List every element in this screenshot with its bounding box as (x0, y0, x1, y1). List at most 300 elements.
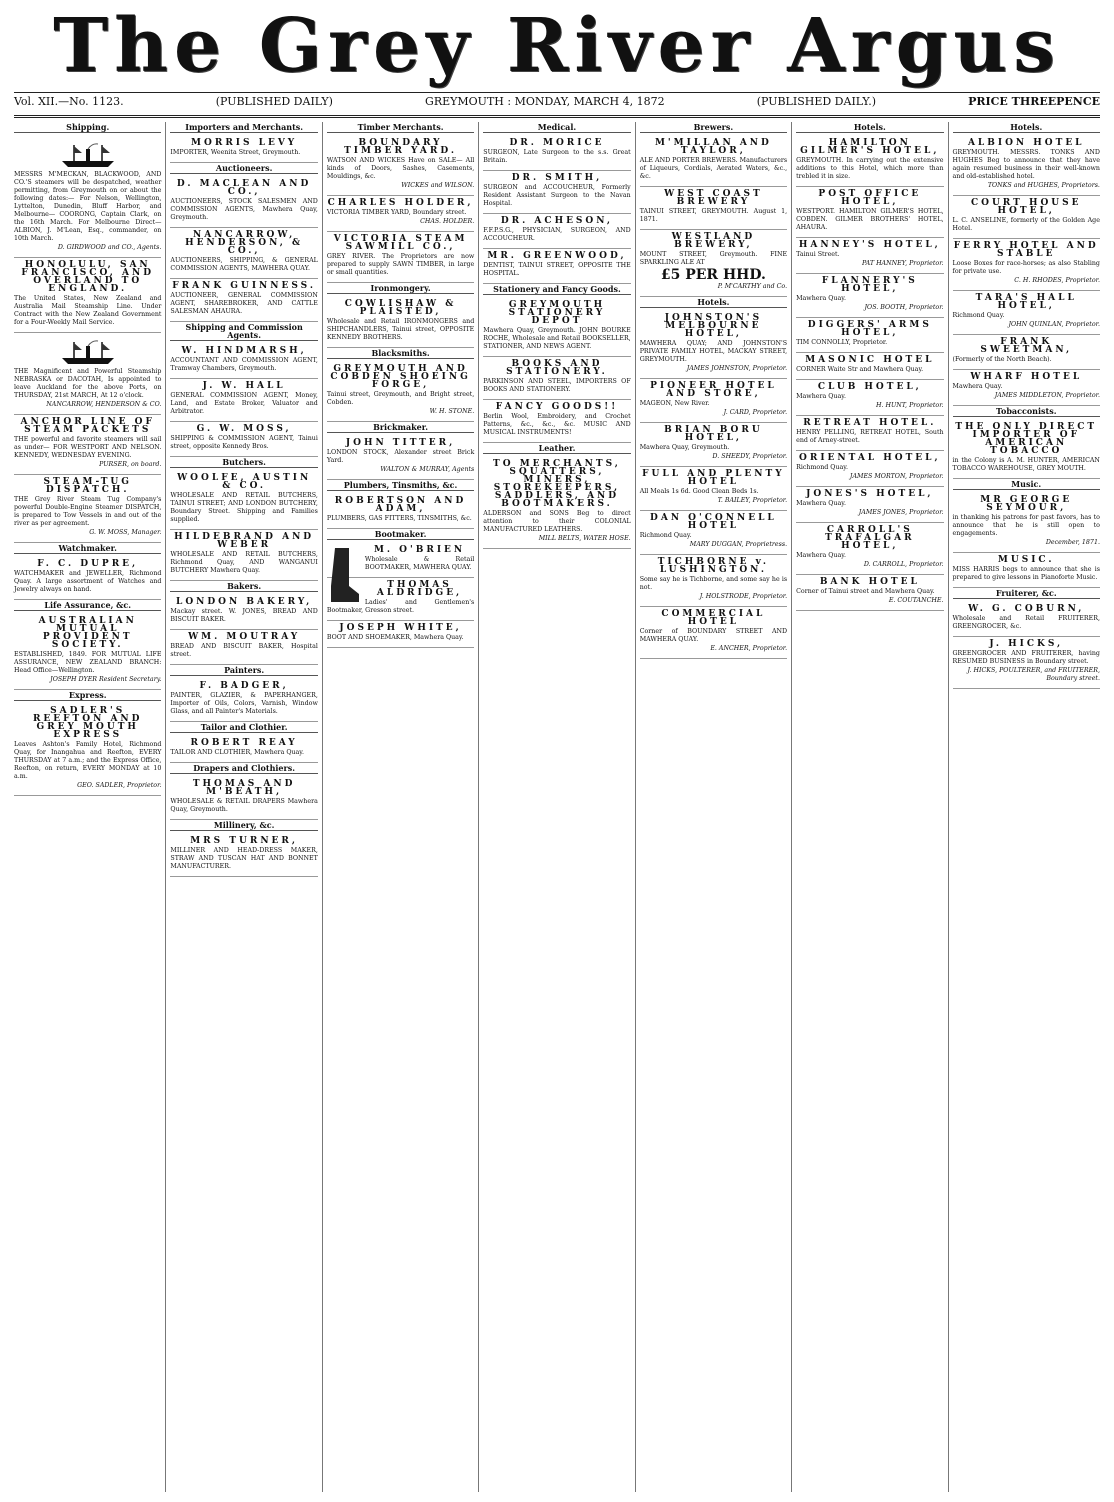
ad-body: Richmond Quay. (796, 464, 848, 471)
ad-signature: JAMES MORTON, Proprietor. (849, 473, 944, 480)
ad-body: F.F.P.S.G., PHYSICIAN, SURGEON, AND ACCOUCHEUR. (483, 227, 631, 242)
ad-body: MILLINER AND HEAD-DRESS MAKER, STRAW AND TUSCAN HAT AND BONNET MANUFACTURER. (170, 847, 318, 870)
place-date: GREYMOUTH : MONDAY, MARCH 4, 1872 (425, 95, 665, 108)
ad-body: BREAD AND BISCUIT BAKER, Hospital street. (170, 643, 318, 658)
advertisement (483, 357, 630, 400)
ad-signature: JAMES JONES, Proprietor. (858, 509, 944, 516)
advertisement (640, 136, 787, 187)
ad-heading: BOUNDARY TIMBER YARD. (344, 138, 457, 156)
advertisement (796, 451, 943, 487)
advertisement (327, 232, 474, 283)
ad-body: GENERAL COMMISSION AGENT, Money, Land, and Estate Broker, Valuator and Arbitrator. (170, 392, 318, 415)
column-2 (166, 122, 322, 1492)
ad-heading: BOOKS AND STATIONERY. (506, 359, 608, 377)
ad-heading: GREYMOUTH AND COBDEN SHOEING FORGE, (330, 364, 471, 390)
ad-body: THE powerful and favorite steamers will sail as under— FOR WESTPORT AND NELSON. KENNEDY, WEDNESDAY EVENING. (14, 436, 162, 459)
ad-heading: GREYMOUTH STATIONERY DEPOT (508, 300, 606, 326)
ad-signature: December, 1871. (1045, 539, 1100, 546)
ad-heading: MRS TURNER, (190, 836, 299, 846)
section-heading: Drapers and Clothiers. (170, 763, 317, 774)
ad-body: Wholesale and Retail IRONMONGERS and SHIPCHANDLERS, Tainui street, OPPOSITE KENNEDY BROTHERS. (326, 318, 475, 341)
advertisement (953, 637, 1100, 689)
ad-heading: TARA'S HALL HOTEL, (975, 293, 1077, 311)
ad-heading: FLANNERY'S HOTEL, (821, 276, 918, 294)
section-heading: Timber Merchants. (327, 122, 474, 133)
advertisement (170, 630, 317, 665)
ad-body: in thanking his patrons for past favors, has to announce that he is still open to engagements. (952, 514, 1100, 537)
ad-body: L. C. ANSELINE, formerly of the Golden Age Hotel. (952, 217, 1100, 232)
ad-body: SURGEON and ACCOUCHEUR, Formerly Resident Assistant Surgeon to the Navan Hospital. (483, 184, 631, 207)
advertisement (170, 228, 317, 279)
section-heading: Hotels. (796, 122, 943, 133)
ad-heading: SADLER'S REEFTON AND GREY MOUTH EXPRESS (32, 706, 143, 740)
ad-heading: THOMAS AND M'BEATH, (192, 779, 296, 797)
ad-body: Corner of Tainui street and Mawhera Quay. (796, 588, 935, 595)
price-per-hhd: £5 PER HHD. (660, 267, 766, 283)
ad-heading: MORRIS LEVY (191, 138, 298, 148)
ad-signature: TONKS and HUGHES, Proprietors. (987, 182, 1100, 189)
section-heading: Importers and Merchants. (170, 122, 317, 133)
ad-signature: WALTON & MURRAY, Agents (380, 466, 475, 473)
advertisement (14, 557, 161, 600)
ad-body: BOOT AND SHOEMAKER, Mawhera Quay. (326, 634, 464, 641)
ad-heading: MR GEORGE SEYMOUR, (980, 495, 1073, 513)
ad-heading: MASONIC HOTEL (805, 355, 935, 365)
advertisement (327, 297, 474, 348)
ad-heading: FERRY HOTEL AND STABLE (953, 241, 1099, 259)
section-heading: Express. (14, 690, 161, 701)
advertisement (640, 467, 787, 511)
advertisement (170, 136, 317, 163)
section-heading: Hotels. (953, 122, 1100, 133)
ad-signature: J. HICKS, POULTERER, and FRUITERER, Boundary street. (967, 667, 1100, 682)
section-heading: Plumbers, Tinsmiths, &c. (327, 480, 474, 491)
ad-body: TAILOR AND CLOTHIER, Mawhera Quay. (170, 749, 305, 756)
advertisement (796, 136, 943, 187)
ad-heading: AUSTRALIAN MUTUAL PROVIDENT SOCIETY. (38, 616, 137, 650)
ad-heading: DIGGERS' ARMS HOTEL, (807, 320, 932, 338)
ad-body: THE Grey River Steam Tug Company's powerful Double-Engine Steamer DISPATCH, is prepared to Tow Vessels in and out of the river as per agreement. (14, 496, 162, 527)
column-3 (323, 122, 479, 1492)
ad-heading: HANNEY'S HOTEL, (798, 240, 941, 250)
ad-heading: NANCARROW, HENDERSON, & CO., (185, 230, 304, 256)
advertisement (796, 380, 943, 416)
ad-heading: VICTORIA STEAM SAWMILL CO., (333, 234, 468, 252)
ad-heading: ALBION HOTEL (967, 138, 1085, 148)
steamship-icon (58, 141, 118, 169)
advertisement (170, 379, 317, 422)
ad-heading: M'MILLAN AND TAYLOR, (654, 138, 772, 156)
ad-heading: COURT HOUSE HOTEL, (970, 198, 1082, 216)
section-heading: Tobacconists. (953, 406, 1100, 417)
ad-body: Berlin Wool, Embroidery, and Crochet Patterns, &c., &c., &c. MUSIC AND MUSICAL INSTRUMENTS! (483, 413, 631, 436)
advertisement (953, 136, 1100, 196)
advertisement (170, 679, 317, 722)
price: PRICE THREEPENCE (968, 95, 1100, 108)
ad-heading: ORIENTAL HOTEL, (799, 453, 941, 463)
ad-body: Mawhera Quay. (796, 500, 846, 507)
advertisement (327, 494, 474, 529)
ad-signature: WICKES and WILSON. (401, 182, 475, 189)
advertisement (953, 602, 1100, 637)
advertisement (796, 575, 943, 611)
advertisement (796, 318, 943, 353)
ad-body: Mawhera Quay. (796, 393, 846, 400)
advertisement (14, 415, 161, 475)
ad-heading: D. MACLEAN AND CO., (176, 179, 312, 197)
advertisement (170, 834, 317, 877)
ad-body: Some say he is Tichborne, and some say he is not. (639, 576, 788, 591)
section-heading: Hotels. (640, 297, 787, 308)
ad-body: SHIPPING & COMMISSION AGENT, Tainui street, opposite Kennedy Bros. (170, 435, 318, 450)
ad-body: WATSON AND WICKES Have on SALE— All kinds of Doors, Sashes, Casements, Mouldings, &c. (326, 157, 475, 180)
ad-body: in the Colony is A. M. HUNTER, AMERICAN TOBACCO WAREHOUSE, GREY MOUTH. (952, 457, 1100, 472)
section-heading: Bootmaker. (327, 529, 474, 540)
ad-signature: D. SHEEDY, Proprietor. (712, 453, 788, 460)
ad-body: Richmond Quay. (952, 312, 1005, 319)
ad-body: DENTIST, TAINUI STREET, OPPOSITE THE HOSPITAL. (483, 262, 631, 277)
ad-body: AUCTIONEERS, SHIPPING, & GENERAL COMMISSION AGENTS, MAWHERA QUAY. (170, 257, 318, 272)
section-heading: Medical. (483, 122, 630, 133)
section-heading: Bakers. (170, 581, 317, 592)
ad-body: THE Magnificent and Powerful Steamship NEBRASKA or DACOTAH, Is appointed to leave Auckland for the above Ports, on THURSDAY, 21st MARCH, At 12 o'clock. (14, 368, 162, 399)
ad-signature: PURSER, on board. (99, 461, 162, 468)
section-heading: Millinery, &c. (170, 820, 317, 831)
ad-signature: J. HOLSTRODE, Proprietor. (699, 593, 788, 600)
section-heading: Music. (953, 479, 1100, 490)
section-heading: Brewers. (640, 122, 787, 133)
ad-heading: F. C. DUPRE, (37, 559, 139, 569)
ad-body: Tainui Street. (796, 251, 840, 258)
ad-body: MISS HARRIS begs to announce that she is prepared to give lessons in Pianoforte Music. (952, 566, 1100, 581)
ad-heading: FULL AND PLENTY HOTEL (642, 469, 785, 487)
section-heading: Ironmongery. (327, 283, 474, 294)
ad-signature: W. H. STONE. (429, 408, 475, 415)
section-heading: Blacksmiths. (327, 348, 474, 359)
ad-heading: FRANK GUINNESS. (172, 281, 316, 291)
advertisement (640, 311, 787, 379)
advertisement (640, 187, 787, 230)
ad-heading: CHARLES HOLDER, (327, 198, 474, 208)
advertisement (170, 595, 317, 630)
advertisement (14, 136, 161, 258)
advertisement (170, 736, 317, 763)
ad-heading: WOOLFE, AUSTIN & CO. (177, 473, 312, 491)
section-heading: Tailor and Clothier. (170, 722, 317, 733)
ad-heading: HILDEBRAND AND WEBER (174, 532, 315, 550)
section-heading: Stationery and Fancy Goods. (483, 284, 630, 295)
ad-body: Leaves Ashton's Family Hotel, Richmond Quay, for Inangahua and Reefton, EVERY THURSDAY at 7 a.m.; and the Express Office, Reefton, on return, EVERY MONDAY at 10 a.m. (14, 741, 162, 780)
ad-signature: T. BAILEY, Proprietor. (717, 497, 788, 504)
ad-heading: JOSEPH WHITE, (339, 623, 462, 633)
ad-signature: JOS. BOOTH, Proprietor. (864, 304, 944, 311)
ad-body: Loose Boxes for race-horses; as also Stabling for private use. (952, 260, 1100, 275)
advertisement (796, 416, 943, 451)
ad-body: Richmond Quay. (639, 532, 692, 539)
ad-heading: ROBERT REAY (190, 738, 298, 748)
ad-body: SURGEON, Late Surgeon to the s.s. Great Britain. (483, 149, 631, 164)
ad-body: PARKINSON AND STEEL, IMPORTERS OF BOOKS AND STATIONERY. (483, 378, 631, 393)
advertisement (796, 353, 943, 380)
section-heading: Butchers. (170, 457, 317, 468)
ad-heading: BRIAN BORU HOTEL, (664, 425, 763, 443)
ad-signature: JOSEPH DYER Resident Secretary. (50, 676, 162, 683)
ad-signature: P. M'CARTHY and Co. (717, 283, 788, 290)
advertisement (640, 511, 787, 555)
ad-body: IMPORTER, Weenita Street, Greymouth. (170, 149, 301, 156)
ad-body: ACCOUNTANT AND COMMISSION AGENT, Tramway Chambers, Greymouth. (170, 357, 318, 372)
ad-heading: JOHNSTON'S MELBOURNE HOTEL, (664, 313, 763, 339)
ad-body: MOUNT STREET, Greymouth. FINE SPARKLING ALE AT (639, 251, 788, 266)
steamship-icon (58, 338, 118, 366)
ad-body: GREYMOUTH. In carrying out the extensive additions to this Hotel, which more than trebled it in size. (796, 157, 944, 180)
ad-heading: MUSIC. (997, 555, 1055, 565)
ad-heading: COMMERCIAL HOTEL (661, 609, 766, 627)
ad-body: VICTORIA TIMBER YARD, Boundary street. (326, 209, 467, 216)
ad-signature: J. CARD, Proprietor. (723, 409, 788, 416)
column-6 (792, 122, 948, 1492)
ad-body: Tainui street, Greymouth, and Bright street, Cobden. (326, 391, 475, 406)
advertisement (14, 704, 161, 796)
advertisement (327, 621, 474, 648)
ad-signature: D. GIRDWOOD and CO., Agents. (57, 244, 162, 251)
ad-heading: J. W. HALL (202, 381, 286, 391)
ad-heading: CARROLL'S TRAFALGAR HOTEL, (825, 525, 915, 551)
advertisement (953, 553, 1100, 588)
ad-heading: DAN O'CONNELL HOTEL (650, 513, 777, 531)
advertisement (796, 238, 943, 274)
advertisement (640, 423, 787, 467)
advertisement (796, 487, 943, 523)
advertisement (170, 530, 317, 581)
ad-body: MAWHERA QUAY; AND JOHNSTON'S PRIVATE FAMILY HOTEL, MACKAY STREET, GREYMOUTH. (639, 340, 788, 363)
published-daily-right: (PUBLISHED DAILY.) (756, 95, 877, 108)
newspaper-title: The Grey River Argus (53, 3, 1061, 89)
ad-body: MESSRS M'MECKAN, BLACKWOOD, AND CO.'S steamers will be despatched, weather permitting, from Greymouth on or about the following dates:— For Nelson, Wellington, Lyttelton, Dunedin, Bluff Harbor, and Melbourne— COORONG, Captain Clark, on the 16th March. For Melbourne Direct— ALBION, J. M'Lean, Esq., commander, on 10th March. (14, 171, 162, 242)
ad-heading: CLUB HOTEL, (817, 382, 922, 392)
columns-container (10, 122, 1104, 1492)
section-heading: Brickmaker. (327, 422, 474, 433)
ad-heading: HAMILTON GILMER'S HOTEL, (800, 138, 940, 156)
ad-heading: W. G. COBURN, (968, 604, 1085, 614)
ad-signature: JAMES JOHNSTON, Proprietor. (686, 365, 788, 372)
ad-body: Ladies' and Gentlemen's Bootmaker, Gresson street. (326, 599, 475, 614)
ad-signature: NANCARROW, HENDERSON & CO. (46, 401, 162, 408)
advertisement (640, 379, 787, 423)
ad-heading: THE ONLY DIRECT IMPORTER OF AMERICAN TOBACCO (955, 422, 1098, 456)
ad-body: Mawhera Quay. (952, 383, 1003, 390)
advertisement (796, 523, 943, 575)
ad-heading: PIONEER HOTEL AND STORE, (650, 381, 777, 399)
advertisement (953, 196, 1100, 239)
advertisement (327, 543, 474, 578)
ad-signature: G. W. MOSS, Manager. (89, 529, 162, 536)
advertisement (953, 239, 1100, 291)
ad-body: Mackay street. W. JONES, BREAD AND BISCUIT BAKER. (170, 608, 318, 623)
ad-signature: E. ANCHER, Proprietor. (710, 645, 788, 652)
advertisement (953, 291, 1100, 335)
advertisement (170, 422, 317, 457)
ad-body: PLUMBERS, GAS FITTERS, TINSMITHS, &c. (326, 515, 472, 522)
ad-heading: FRANK SWEETMAN, (980, 337, 1073, 355)
ad-heading: POST OFFICE HOTEL, (818, 189, 922, 207)
ad-body: Mawhera Quay. (796, 552, 846, 559)
ad-heading: WEST COAST BREWERY (664, 189, 763, 207)
ad-body: AUCTIONEER, GENERAL COMMISSION AGENT, SHAREBROKER, AND CATTLE SALESMAN AHAURA. (170, 292, 318, 315)
column-4 (479, 122, 635, 1492)
ad-body: HENRY PELLING, RETREAT HOTEL, South end of Arney-street. (796, 429, 944, 444)
ad-signature: C. H. RHODES, Proprietor. (1014, 277, 1100, 284)
ad-heading: J. HICKS, (989, 639, 1064, 649)
ad-heading: THOMAS ALDRIDGE, (376, 580, 463, 598)
published-daily-left: (PUBLISHED DAILY) (215, 95, 333, 108)
ad-body: LONDON STOCK, Alexander street Brick Yard. (326, 449, 475, 464)
ad-heading: STEAM-TUG DISPATCH. (43, 477, 132, 495)
ad-body: TIM CONNOLLY, Proprietor. (796, 339, 888, 346)
ad-body: Corner of BOUNDARY STREET AND MAWHERA QUAY. (639, 628, 788, 643)
ad-signature: PAT HANNEY, Proprietor. (862, 260, 944, 267)
advertisement (483, 298, 630, 357)
ad-heading: MR. GREENWOOD, (487, 251, 627, 261)
advertisement (327, 196, 474, 232)
ad-heading: LONDON BAKERY, (175, 597, 313, 607)
section-heading: Fruiterer, &c. (953, 588, 1100, 599)
advertisement (14, 333, 161, 415)
ad-heading: G. W. MOSS, (196, 424, 292, 434)
advertisement (327, 136, 474, 196)
ad-body: ALE AND PORTER BREWERS. Manufacturers of Liqueurs, Cordials, Aerated Waters, &c., &c. (639, 157, 788, 180)
advertisement (483, 171, 630, 214)
ad-heading: DR. MORICE (509, 138, 605, 148)
ad-body: ESTABLISHED, 1849. FOR MUTUAL LIFE ASSURANCE, NEW ZEALAND BRANCH: Head Office—Wellington. (14, 651, 162, 674)
advertisement (170, 344, 317, 379)
ad-body: WHOLESALE AND RETAIL BUTCHERS, Richmond Quay, AND WANGANUI BUTCHERY Mawhera Quay. (170, 551, 318, 574)
section-heading: Leather. (483, 443, 630, 454)
ad-signature: CHAS. HOLDER. (420, 218, 475, 225)
ad-body: WHOLESALE AND RETAIL BUTCHERS, TAINUI STREET; AND LONDON BUTCHERY, Boundary Street. Shipping and Families supplied. (170, 492, 318, 523)
ad-body: All Meals 1s 6d. Good Clean Beds 1s. (639, 488, 759, 495)
column-7 (949, 122, 1104, 1492)
ad-signature: MARY DUGGAN, Proprietress. (689, 541, 788, 548)
advertisement (483, 136, 630, 171)
advertisement (796, 187, 943, 238)
ad-body: WHOLESALE & RETAIL DRAPERS Mawhera Quay, Greymouth. (170, 798, 318, 813)
advertisement (170, 177, 317, 228)
ad-body: WATCHMAKER and JEWELLER, Richmond Quay. A large assortment of Watches and Jewelry always on hand. (14, 570, 162, 593)
section-heading: Auctioneers. (170, 163, 317, 174)
ad-body: CORNER Waite Str and Mawhera Quay. (796, 366, 924, 373)
ad-heading: JOHN TITTER, (345, 438, 456, 448)
advertisement (953, 370, 1100, 406)
advertisement (640, 555, 787, 607)
column-1 (10, 122, 166, 1492)
ad-body: GREENGROCER AND FRUITERER, having RESUMED BUSINESS in Boundary street. (952, 650, 1100, 665)
advertisement (640, 607, 787, 659)
advertisement (170, 777, 317, 820)
dateline (14, 92, 1100, 118)
ad-body: (Formerly of the North Beach). (952, 356, 1052, 363)
advertisement (170, 279, 317, 322)
ad-signature: JAMES MIDDLETON, Proprietor. (994, 392, 1100, 399)
ad-body: PAINTER, GLAZIER, & PAPERHANGER, Importer of Oils, Colors, Varnish, Window Glass, and all Painter's Materials. (170, 692, 318, 715)
ad-body: ALDERSON and SONS Beg to direct attention to their COLONIAL MANUFACTURED LEATHERS. (483, 510, 631, 533)
section-heading: Shipping and Commission Agents. (170, 322, 317, 341)
ad-body: Wholesale and Retail FRUITERER, GREENGROCER, &c. (952, 615, 1100, 630)
ad-heading: F. BADGER, (199, 681, 289, 691)
advertisement (483, 457, 630, 549)
ad-heading: ROBERTSON AND ADAM, (334, 496, 467, 514)
ad-heading: WESTLAND BREWERY, (671, 232, 756, 250)
ad-body: MAGEON, New River. (639, 400, 710, 407)
ad-body: Wholesale & Retail BOOTMAKER, MAWHERA QUAY. (364, 556, 475, 571)
ad-body: GREYMOUTH. MESSRS. TONKS AND HUGHES Beg to announce that they have again resumed business in their well-known and old-established hotel. (952, 149, 1100, 180)
advertisement (483, 400, 630, 443)
section-heading: Shipping. (14, 122, 161, 133)
ad-heading: DR. SMITH, (511, 173, 603, 183)
ad-body: GREY RIVER. The Proprietors are now prepared to supply SAWN TIMBER, in large or small quantities. (326, 253, 475, 276)
ad-heading: JONES'S HOTEL, (806, 489, 934, 499)
advertisement (953, 420, 1100, 479)
ad-signature: E. COUTANCHE. (888, 597, 944, 604)
ad-heading: M. O'BRIEN (373, 545, 466, 555)
volume-number: Vol. XII.—No. 1123. (14, 95, 124, 108)
advertisement (14, 258, 161, 333)
masthead (0, 0, 1114, 92)
advertisement (327, 436, 474, 480)
ad-body: Mawhera Quay, Greymouth. (639, 444, 730, 451)
ad-body: Mawhera Quay. (796, 295, 846, 302)
ad-body: WESTPORT. HAMILTON GILMER'S HOTEL, COBDEN. GILMER BROTHERS' HOTEL, AHAURA. (796, 208, 944, 231)
section-heading: Painters. (170, 665, 317, 676)
advertisement (327, 362, 474, 422)
ad-heading: TO MERCHANTS, SQUATTERS, MINERS, STOREKEEPERS, SADDLERS, AND BOOTMAKERS. (493, 459, 621, 509)
advertisement (796, 274, 943, 318)
advertisement (14, 614, 161, 690)
ad-heading: HONOLULU, SAN FRANCISCO, AND OVERLAND TO ENGLAND. (21, 260, 155, 294)
ad-signature: D. CARROLL, Proprietor. (863, 561, 944, 568)
ad-signature: H. HUNT, Proprietor. (875, 402, 944, 409)
ad-heading: COWLISHAW & PLAISTED, (344, 299, 457, 317)
ad-heading: WM. MOUTRAY (188, 632, 301, 642)
ad-body: Mawhera Quay, Greymouth. JOHN BOURKE ROCHE, Wholesale and Retail BOOKSELLER, STATIONER, AND NEWS AGENT. (483, 327, 631, 350)
ad-body: The United States, New Zealand and Australia Mail Steamship Line. Under Contract with the New Zealand Government for a Four-Weekly Mail Service. (14, 295, 162, 326)
ad-signature: JOHN QUINLAN, Proprietor. (1008, 321, 1100, 328)
section-heading: Life Assurance, &c. (14, 600, 161, 611)
ad-heading: WHARF HOTEL (970, 372, 1083, 382)
advertisement (170, 471, 317, 530)
ad-heading: BANK HOTEL (819, 577, 920, 587)
ad-heading: ANCHOR LINE OF STEAM PACKETS (20, 417, 155, 435)
ad-heading: W. HINDMARSH, (181, 346, 307, 356)
advertisement (483, 214, 630, 249)
advertisement (953, 493, 1100, 553)
ad-heading: DR. ACHESON, (500, 216, 614, 226)
ad-heading: TICHBORNE v. LUSHINGTON. (657, 557, 770, 575)
advertisement (14, 475, 161, 543)
advertisement (640, 230, 787, 297)
advertisement (483, 249, 630, 284)
ad-signature: GEO. SADLER, Proprietor. (77, 782, 162, 789)
section-heading: Watchmaker. (14, 543, 161, 554)
ad-heading: FANCY GOODS!! (495, 402, 619, 412)
boot-icon (327, 546, 361, 606)
advertisement (953, 335, 1100, 370)
column-5 (636, 122, 792, 1492)
ad-body: AUCTIONEERS, STOCK SALESMEN AND COMMISSION AGENTS, Mawhera Quay, Greymouth. (170, 198, 318, 221)
ad-body: TAINUI STREET, GREYMOUTH. August 1, 1871. (639, 208, 788, 223)
ad-signature: MILL BELTS, WATER HOSE. (538, 535, 631, 542)
ad-heading: RETREAT HOTEL. (803, 418, 937, 428)
